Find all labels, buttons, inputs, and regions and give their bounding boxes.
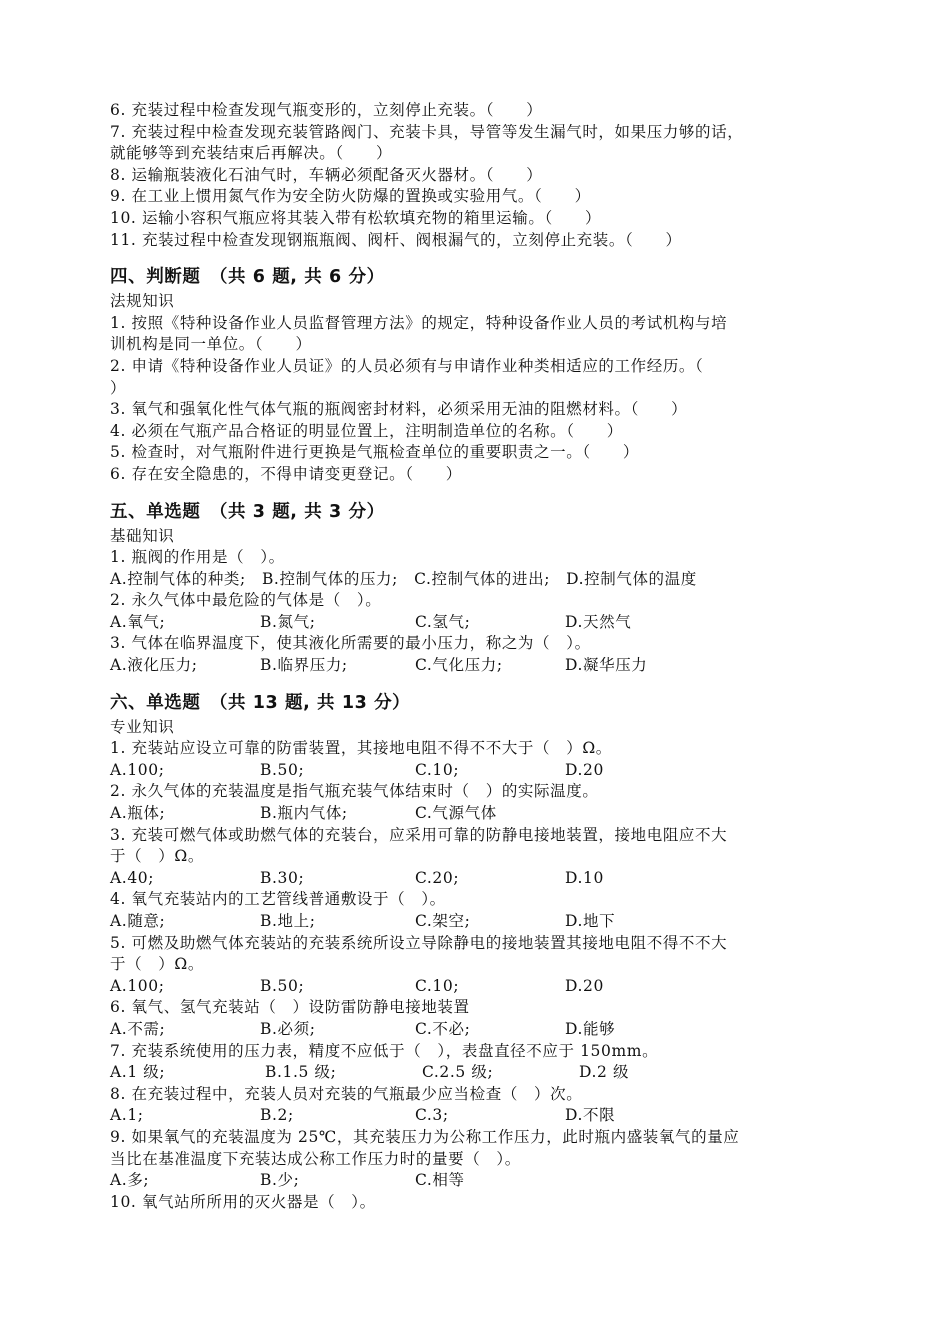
question-line: 6. 氧气、氢气充装站（ ）设防雷防静电接地装置	[110, 998, 470, 1017]
option-c: C.20;	[415, 868, 460, 887]
options-row	[110, 868, 845, 890]
option-b: B.氮气;	[260, 612, 316, 631]
option-a: A.1;	[110, 1106, 144, 1125]
option-d: D.凝华压力	[565, 656, 648, 675]
options-row	[110, 1019, 845, 1041]
question-line: 3. 气体在临界温度下，使其液化所需要的最小压力，称之为（ ）。	[110, 634, 591, 653]
option-a: A.多;	[110, 1171, 150, 1190]
section-heading: 五、单选题 （共 3 题, 共 3 分）	[110, 501, 385, 522]
option-c: C.10;	[415, 760, 460, 779]
option-c: C.气化压力;	[415, 656, 503, 675]
section-heading: 六、单选题 （共 13 题, 共 13 分）	[110, 692, 411, 713]
option-a: A.100;	[110, 976, 165, 995]
options-row	[110, 612, 845, 634]
document-page	[110, 100, 845, 1213]
question-line: 10. 氧气站所所用的灭火器是（ ）。	[110, 1192, 376, 1211]
question-line: 训机构是同一单位。（ ）	[110, 335, 312, 354]
question-line: 7. 充装系统使用的压力表，精度不应低于（ ），表盘直径不应于 150mm。	[110, 1041, 659, 1060]
question-line: 8. 运输瓶装液化石油气时，车辆必须配备灭火器材。（ ）	[110, 165, 543, 184]
question-line: 2. 申请《特种设备作业人员证》的人员必须有与申请作业种类相适应的工作经历。（	[110, 356, 704, 375]
option-b: B.2;	[260, 1106, 294, 1125]
option-b: B.临界压力;	[260, 656, 348, 675]
question-line: 2. 永久气体的充装温度是指气瓶充装气体结束时（ ）的实际温度。	[110, 782, 599, 801]
options-row	[110, 976, 845, 998]
question-line: 于（ ）Ω。	[110, 847, 204, 866]
option-d: D.2 级	[579, 1063, 630, 1082]
option-c: C.氢气;	[415, 612, 471, 631]
question-line: 1. 瓶阀的作用是（ ）。	[110, 548, 285, 567]
option-b: B.必须;	[260, 1019, 316, 1038]
options-line: A.控制气体的种类; B.控制气体的压力; C.控制气体的进出; D.控制气体的温度	[110, 569, 697, 588]
option-a: A.不需;	[110, 1019, 166, 1038]
options-row	[110, 1105, 845, 1127]
question-line: 1. 充装站应设立可靠的防雷装置，其接地电阻不得不不大于（ ）Ω。	[110, 739, 612, 758]
question-line: 8. 在充装过程中，充装人员对充装的气瓶最少应当检查（ ）次。	[110, 1084, 583, 1103]
option-c: C.不必;	[415, 1019, 471, 1038]
option-b: B.地上;	[260, 912, 316, 930]
option-a: A.液化压力;	[110, 656, 198, 675]
question-line: 当比在基准温度下充装达成公称工作压力时的量要（ ）。	[110, 1149, 521, 1168]
option-d: D.10	[565, 868, 604, 887]
option-c: C.气源气体	[415, 804, 497, 823]
option-d: D.天然气	[565, 612, 632, 631]
section4	[110, 264, 845, 485]
question-line: 3. 充装可燃气体或助燃气体的充装台，应采用可靠的防静电接地装置，接地电阻应不大	[110, 825, 728, 844]
question-line: ）	[110, 378, 127, 397]
options-row	[110, 760, 845, 782]
option-a: A.随意;	[110, 912, 166, 930]
question-line: 1. 按照《特种设备作业人员监督管理方法》的规定，特种设备作业人员的考试机构与培	[110, 313, 728, 332]
option-d: D.20	[565, 760, 604, 779]
option-d: D.不限	[565, 1106, 616, 1125]
option-a: A.氧气;	[110, 612, 166, 631]
question-line: 7. 充装过程中检查发现充装管路阀门、充装卡具，导管等发生漏气时，如果压力够的话，	[110, 122, 744, 141]
options-row	[110, 1062, 845, 1084]
section5	[110, 499, 845, 677]
option-a: A.瓶体;	[110, 804, 166, 823]
option-d: D.地下	[565, 912, 616, 930]
option-b: B.50;	[260, 976, 305, 995]
question-line: 就能够等到充装结束后再解决。（ ）	[110, 144, 393, 163]
option-b: B.瓶内气体;	[260, 804, 348, 823]
options-row	[110, 911, 845, 933]
option-b: B.少;	[260, 1171, 300, 1190]
option-d: D.能够	[565, 1019, 616, 1038]
option-c: C.2.5 级;	[422, 1063, 494, 1082]
question-line: 5. 可燃及助燃气体充装站的充装系统所设立导除静电的接地装置其接地电阻不得不不大	[110, 933, 728, 952]
question-line: 4. 必须在气瓶产品合格证的明显位置上，注明制造单位的名称。（ ）	[110, 421, 623, 440]
section-subtitle: 专业知识	[110, 717, 175, 736]
section-subtitle: 法规知识	[110, 292, 175, 311]
question-line: 11. 充装过程中检查发现钢瓶瓶阀、阀杆、阀根漏气的，立刻停止充装。（ ）	[110, 230, 682, 249]
question-line: 9. 在工业上惯用氮气作为安全防火防爆的置换或实验用气。（ ）	[110, 187, 591, 206]
option-a: A.40;	[110, 868, 155, 887]
option-a: A.1 级;	[110, 1063, 166, 1082]
option-c: C.相等	[415, 1171, 465, 1190]
option-c: C.10;	[415, 976, 460, 995]
question-line: 3. 氧气和强氧化性气体气瓶的瓶阀密封材料，必须采用无油的阻燃材料。（ ）	[110, 400, 688, 419]
section3-tail	[110, 100, 845, 251]
question-line: 5. 检查时，对气瓶附件进行更换是气瓶检查单位的重要职责之一。（ ）	[110, 443, 639, 462]
section6	[110, 690, 845, 1214]
option-c: C.架空;	[415, 912, 471, 930]
question-line: 2. 永久气体中最危险的气体是（ ）。	[110, 591, 382, 610]
option-c: C.3;	[415, 1106, 449, 1125]
question-line: 4. 氧气充装站内的工艺管线普通敷设于（ ）。	[110, 890, 446, 909]
question-line: 6. 存在安全隐患的，不得申请变更登记。（ ）	[110, 464, 462, 483]
option-b: B.1.5 级;	[265, 1063, 337, 1082]
section-heading: 四、判断题 （共 6 题, 共 6 分）	[110, 267, 385, 288]
question-line: 10. 运输小容积气瓶应将其装入带有松软填充物的箱里运输。（ ）	[110, 208, 602, 227]
option-b: B.30;	[260, 868, 305, 887]
section-subtitle: 基础知识	[110, 526, 175, 545]
options-row	[110, 1170, 845, 1192]
option-a: A.100;	[110, 760, 165, 779]
option-b: B.50;	[260, 760, 305, 779]
option-d: D.20	[565, 976, 604, 995]
options-row	[110, 803, 845, 825]
question-line: 于（ ）Ω。	[110, 955, 204, 974]
question-line: 6. 充装过程中检查发现气瓶变形的，立刻停止充装。（ ）	[110, 101, 543, 119]
question-line: 9. 如果氧气的充装温度为 25℃，其充装压力为公称工作压力，此时瓶内盛装氧气的量应	[110, 1127, 740, 1146]
options-row	[110, 655, 845, 677]
